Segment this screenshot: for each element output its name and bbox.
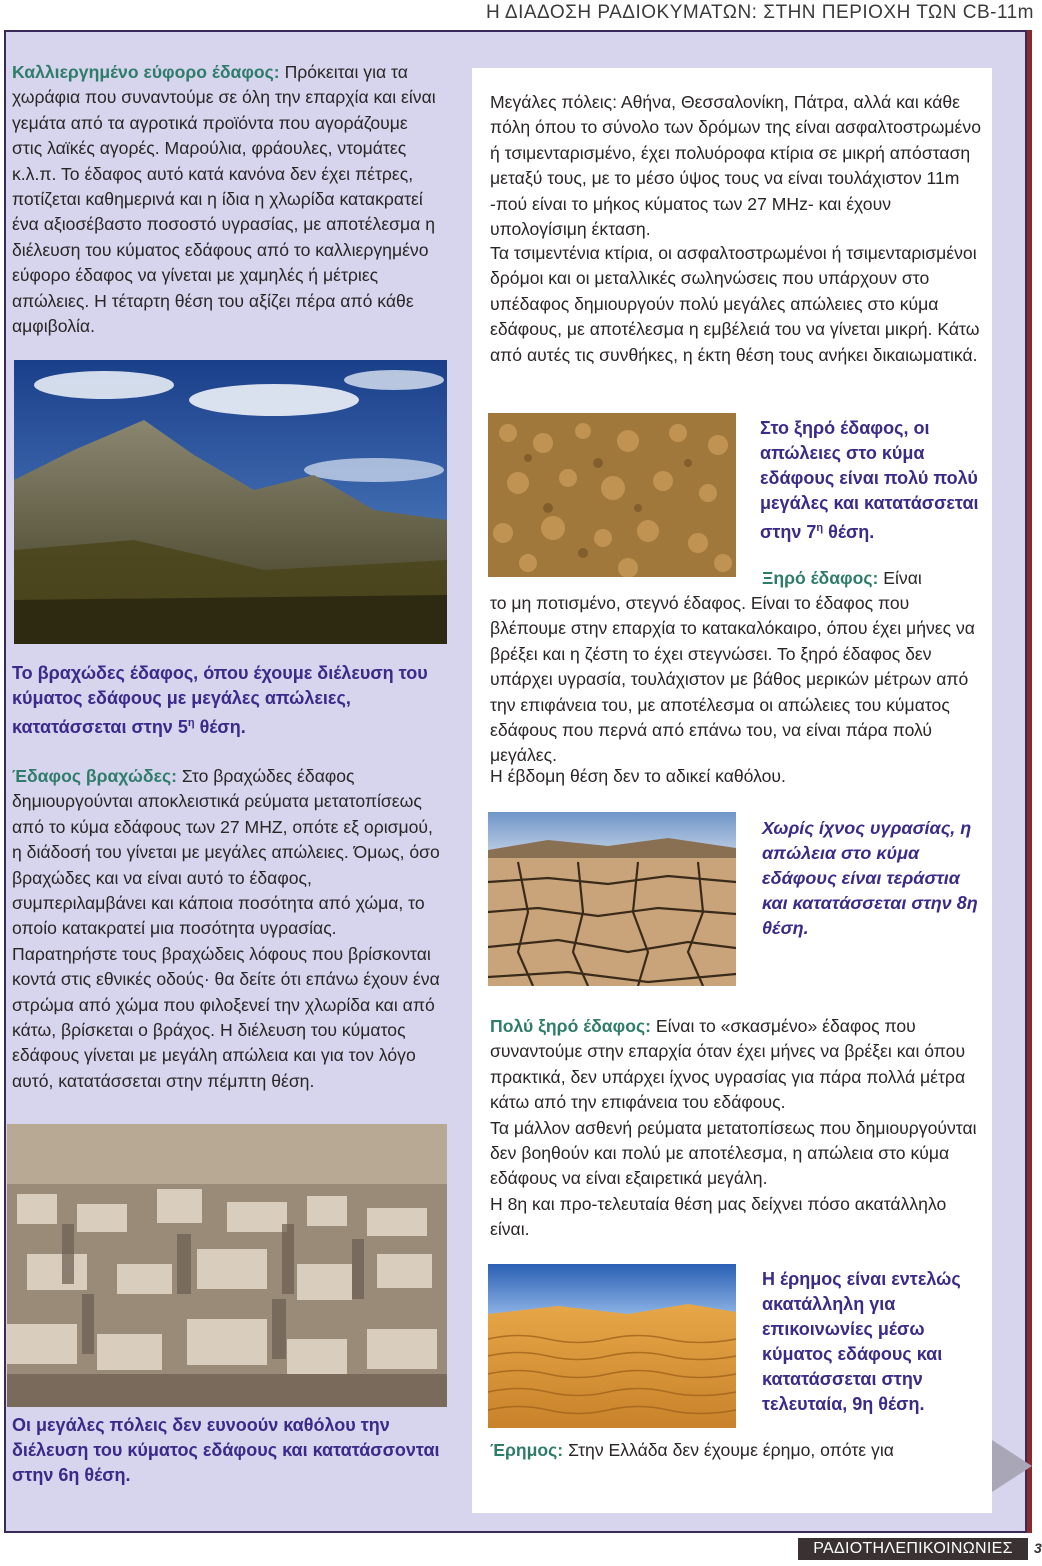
magazine-footer: ΡΑΔΙΟΤΗΛΕΠΙΚΟΙΝΩΝΙΕΣ <box>798 1538 1028 1560</box>
text-very-dry-soil-2: Τα μάλλον ασθενή ρεύματα μετατοπίσεως που δημιουργούνται δεν βοηθούν και πολύ με αποτέλεσμα, η απώλεια στο κύμα εδάφους να είναι εξαιρετικά μεγάλη. <box>490 1117 977 1189</box>
text-very-dry-soil: Είναι το «σκασμένο» έδαφος που συναντούμε στην επαρχία όταν έχει μήνες να βρέξει και όπου πρακτικά, δεν υπάρχει ίχνος υγρασίας για πάρα πολλά μέτρα κάτω από την επιφάνεια του εδάφους. <box>490 1016 966 1113</box>
paragraph-dry-soil-end: Η έβδομη θέση δεν το αδικεί καθόλου. <box>490 766 786 786</box>
caption-dry-sup: η <box>816 522 824 534</box>
running-header: Η ΔΙΑΔΟΣΗ ΡΑΔΙΟΚΥΜΑΤΩΝ: ΣΤΗΝ ΠΕΡΙΟΧΗ ΤΩΝ CB-11m <box>485 2 1034 23</box>
text-desert: Στην Ελλάδα δεν έχουμε έρημο, οπότε για <box>568 1440 894 1460</box>
photo-rocky-mountain <box>14 360 447 644</box>
paragraph-desert <box>490 1438 985 1463</box>
page-number: 3 <box>1034 1540 1042 1556</box>
caption-rocky <box>12 661 442 740</box>
caption-dry <box>760 416 985 545</box>
photo-desert <box>488 1264 736 1428</box>
lead-dry-soil: Ξηρό έδαφος: <box>762 568 879 588</box>
paragraph-very-dry-soil <box>490 1014 985 1243</box>
lead-very-dry-soil: Πολύ ξηρό έδαφος: <box>490 1016 651 1036</box>
text-cultivated-soil: Πρόκειται για τα χωράφια που συναντούμε σε όλη την επαρχία και είναι γεμάτα από τα αγροτικά προϊόντα που αγοράζουμε στις λαϊκές αγορές. Μαρούλια, φράουλες, ντομάτες κ.λ.π. Το έδαφος αυτό κατά κανόνα δεν έχει πέτρες, ποτίζεται καθημερινά και η ίδια η χλωρίδα κατακρατεί ένα αξιοσέβαστο ποσοστό υγρασίας, με αποτέλεσμα η διέλευση του κύματος εδάφους από το καλλιεργημένο εύφορο έδαφος να γίνεται με χαμηλές ή μέτριες απώλειες. Η τέταρτη θέση του αξίζει πέρα από κάθε αμφιβολία. <box>12 62 436 337</box>
paragraph-rocky-soil <box>12 764 442 1094</box>
text-very-dry-soil-3: Η 8η και προ-τελευταία θέση μας δείχνει πόσο ακατάλληλο είναι. <box>490 1193 947 1240</box>
caption-rocky-end: θέση. <box>194 717 246 737</box>
frame-edge <box>1027 30 1032 1533</box>
paragraph-cultivated-soil <box>12 60 442 339</box>
photo-dry-soil <box>488 413 736 577</box>
lead-rocky-soil: Έδαφος βραχώδες: <box>12 766 177 786</box>
caption-dry-text: Στο ξηρό έδαφος, οι απώλειες στο κύμα εδάφους είναι πολύ πολύ μεγάλες και κατατάσσεται στην 7 <box>760 418 979 542</box>
caption-very-dry: Χωρίς ίχνος υγρασίας, η απώλεια στο κύμα εδάφους είναι τεράστια και κατατάσσεται στην 8η θέση. <box>762 818 978 938</box>
next-page-arrow-icon <box>992 1440 1032 1492</box>
paragraph-dry-soil: το μη ποτισμένο, στεγνό έδαφος. Είναι το έδαφος που βλέπουμε στην επαρχία το κατακαλόκαιρο, όπου έχει μήνες να βρέξει και η ζέστη το έχει στεγνώσει. Το ξηρό έδαφος δεν υπάρχει υγρασία, τουλάχιστον με βάθος μερικών μέτρων από την επιφάνεια του, με αποτέλεσμα οι απώλειες του κύματος εδάφους που περνά από επάνω του, να είναι πάρα πολύ μεγάλες. <box>490 593 975 766</box>
lead-desert: Έρημος: <box>490 1440 564 1460</box>
paragraph-cities-1: Μεγάλες πόλεις: Αθήνα, Θεσσαλονίκη, Πάτρα, αλλά και κάθε πόλη όπου το σύνολο των δρόμων της είναι ασφαλτοστρωμένο ή τσιμενταρισμένο, έχει πολυόροφα κτίρια σε μικρή απόσταση μεταξύ τους, με το μέσο ύψος τους να είναι τουλάχιστον 11m -πού είναι το μήκος κύματος των 27 MHz- και έχουν υπολογίσιμη έκταση. <box>490 92 981 240</box>
lead-cultivated-soil: Καλλιεργημένο εύφορο έδαφος: <box>12 62 280 82</box>
photo-city <box>7 1124 447 1407</box>
caption-cities: Οι μεγάλες πόλεις δεν ευνοούν καθόλου την διέλευση του κύματος εδάφους και κατατάσσονται στην 6η θέση. <box>12 1415 440 1485</box>
text-rocky-soil: Στο βραχώδες έδαφος δημιουργούνται αποκλειστικά ρεύματα μετατοπίσεως από το κύμα εδάφους των 27 MHZ, οπότε εξ ορισμού, η διάδοσή του γίνεται με μεγάλες απώλειες. Όμως, όσο βραχώδες και να είναι αυτό το έδαφος, συμπεριλαμβάνει και κάποια ποσότητα από χώμα, το οποίο κατακρατεί μια ποσότητα υγρασίας. Παρατηρήστε τους βραχώδεις λόφους που βρίσκονται κοντά στις εθνικές οδούς· θα δείτε ότι επάνω έχουν ένα στρώμα από χώμα που φιλοξενεί την χλωρίδα και από κάτω, βρίσκεται ο βράχος. Η διέλευση του κύματος εδάφους γίνεται με μεγάλη απώλεια και για τον λόγο αυτό, κατατάσσεται στην πέμπτη θέση. <box>12 766 440 1091</box>
paragraph-cities-2: Τα τσιμεντένια κτίρια, οι ασφαλτοστρωμένοι ή τσιμενταρισμένοι δρόμοι και οι μεταλλικές σωληνώσεις που υπάρχουν στο υπέδαφος δημιουργούν πολύ μεγάλες απώλειες στο κύμα εδάφους, με αποτέλεσμα η εμβέλειά του να γίνεται μικρή. Κάτω από αυτές τις συνθήκες, η έκτη θέση τους ανήκει δικαιωματικά. <box>490 243 980 365</box>
dry-soil-lead-line <box>762 566 987 591</box>
caption-desert: Η έρημος είναι εντελώς ακατάλληλη για επικοινωνίες μέσω κύματος εδάφους και κατατάσσεται στην τελευταία, 9η θέση. <box>762 1269 961 1414</box>
caption-rocky-text: Το βραχώδες έδαφος, όπου έχουμε διέλευση του κύματος εδάφους με μεγάλες απώλειες, κατατάσσεται στην 5 <box>12 663 428 737</box>
text-dry-soil-first: Είναι <box>883 568 922 588</box>
photo-cracked-soil <box>488 812 736 986</box>
caption-dry-end: θέση. <box>823 522 875 542</box>
caption-rocky-sup: η <box>187 717 195 729</box>
